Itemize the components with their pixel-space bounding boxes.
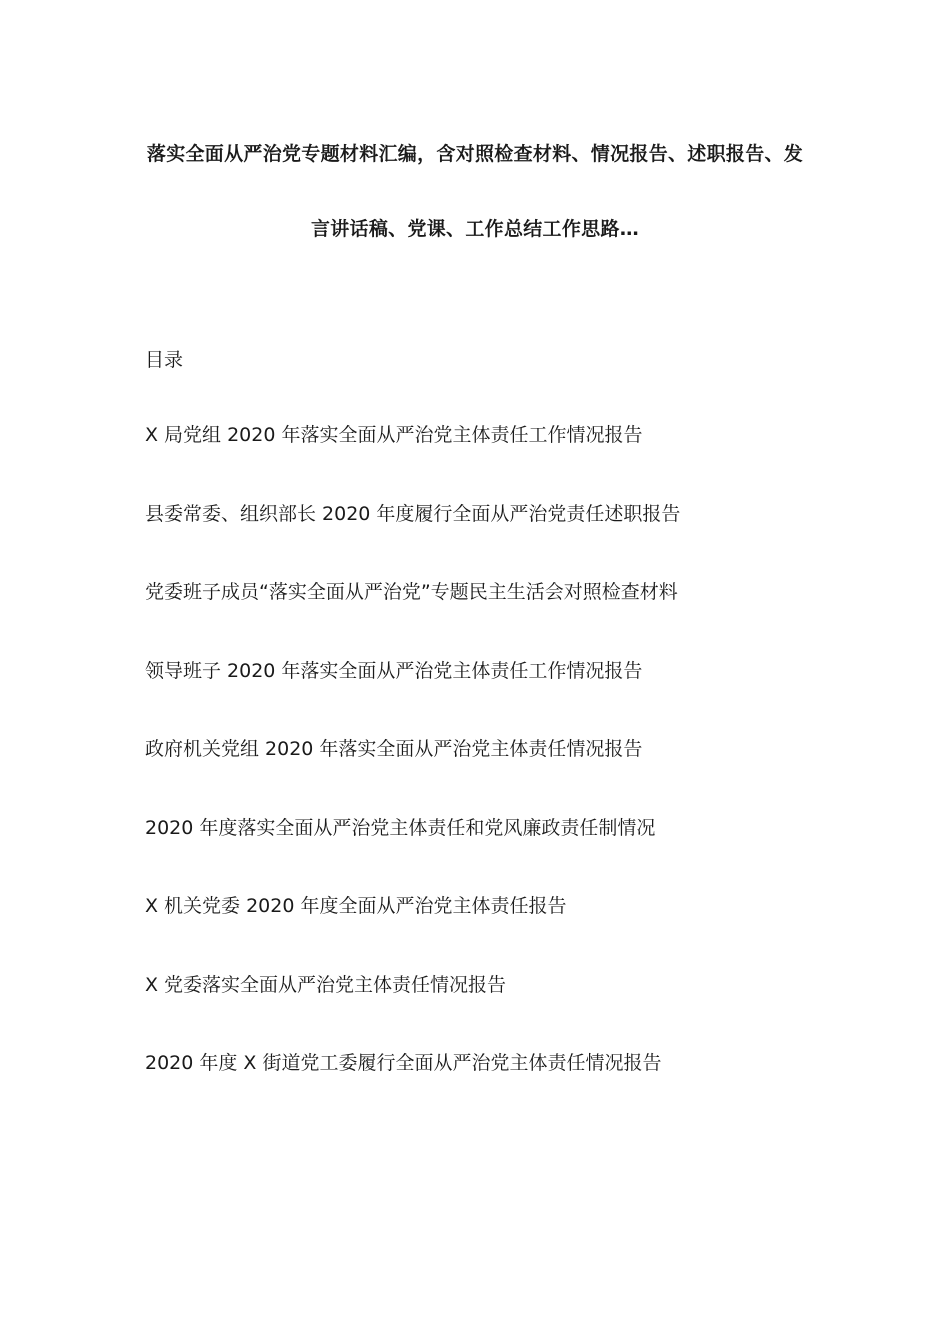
toc-item: X 党委落实全面从严治党主体责任情况报告 (145, 973, 507, 996)
toc-item: X 局党组 2020 年落实全面从严治党主体责任工作情况报告 (145, 424, 643, 446)
toc-list (145, 423, 680, 1130)
document-title-line-2: 言讲话稿、党课、工作总结工作思路… (310, 218, 640, 240)
toc-heading: 目录 (145, 349, 184, 371)
document-title-line-1: 落实全面从严治党专题材料汇编，含对照检查材料、情况报告、述职报告、发 (146, 143, 804, 165)
toc-item: 2020 年度落实全面从严治党主体责任和党风廉政责任制情况 (145, 816, 656, 839)
toc-item: 政府机关党组 2020 年落实全面从严治党主体责任情况报告 (145, 738, 643, 760)
toc-item: 2020 年度 X 街道党工委履行全面从严治党主体责任情况报告 (145, 1052, 662, 1074)
toc-item: X 机关党委 2020 年度全面从严治党主体责任报告 (145, 895, 567, 917)
toc-item: 领导班子 2020 年落实全面从严治党主体责任工作情况报告 (145, 659, 643, 682)
toc-item: 县委常委、组织部长 2020 年度履行全面从严治党责任述职报告 (145, 502, 681, 525)
toc-item: 党委班子成员“落实全面从严治党”专题民主生活会对照检查材料 (145, 581, 678, 603)
